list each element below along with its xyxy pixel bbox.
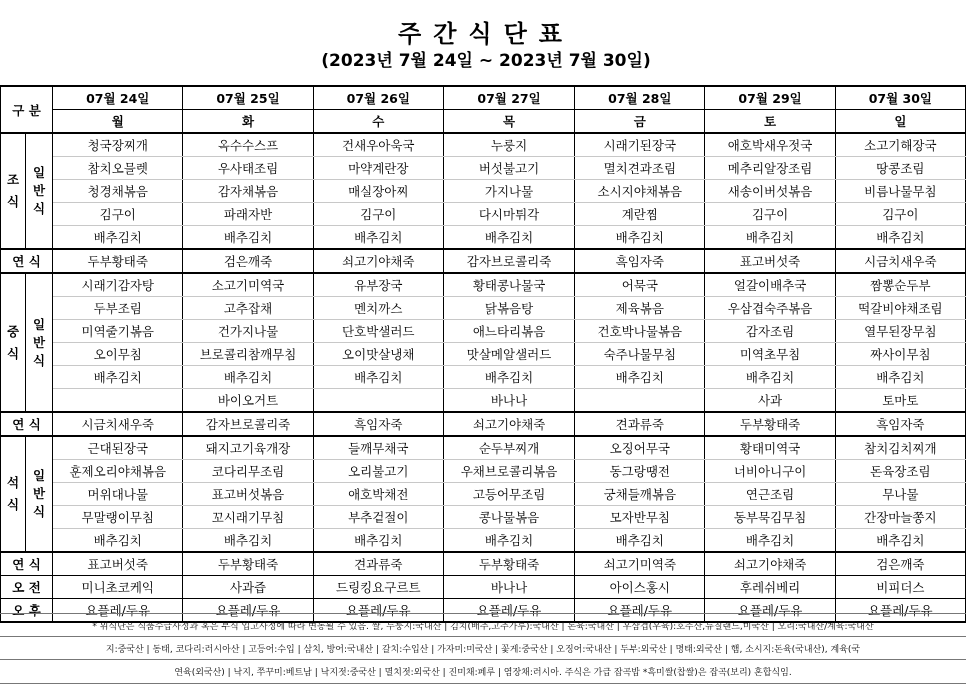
menu-item: 배추김치 — [705, 529, 835, 553]
menu-item: 코다리무조림 — [183, 460, 313, 483]
menu-item: 배추김치 — [443, 366, 574, 389]
menu-item: 배추김치 — [705, 226, 835, 250]
breakfast-meal-text: 조 식 — [6, 172, 20, 209]
menu-item: 바이오거트 — [183, 389, 313, 413]
porridge3-label: 연 식 — [1, 552, 53, 576]
menu-item: 훈제오리야채볶음 — [53, 460, 183, 483]
menu-item: 김구이 — [835, 203, 965, 226]
menu-item: 모자반무침 — [575, 506, 705, 529]
snack_pm-item: 요플레/두유 — [705, 599, 835, 623]
menu-item: 배추김치 — [183, 529, 313, 553]
menu-item: 어묵국 — [575, 273, 705, 297]
menu-item: 우채브로콜리볶음 — [443, 460, 574, 483]
menu-item: 얼갈이배추국 — [705, 273, 835, 297]
porridge1-item: 흑임자죽 — [575, 249, 705, 273]
snack_am-item: 비피더스 — [835, 576, 965, 599]
snack_pm-item: 요플레/두유 — [313, 599, 443, 623]
menu-item: 참치김치찌개 — [835, 436, 965, 460]
menu-item: 배추김치 — [183, 366, 313, 389]
header-date: 07월 27일 — [443, 86, 574, 110]
menu-item: 닭볶음탕 — [443, 297, 574, 320]
porridge1-item: 쇠고기야채죽 — [313, 249, 443, 273]
snack_am-item: 바나나 — [443, 576, 574, 599]
page-title: 주간식단표 — [398, 20, 574, 48]
menu-item: 배추김치 — [443, 226, 574, 250]
menu-item: 다시마튀각 — [443, 203, 574, 226]
weekly-menu-table — [0, 85, 966, 623]
menu-item: 연근조림 — [705, 483, 835, 506]
header-date: 07월 28일 — [575, 86, 705, 110]
porridge1-item: 두부황태죽 — [53, 249, 183, 273]
menu-item: 청경채볶음 — [53, 180, 183, 203]
porridge3-item: 표고버섯죽 — [53, 552, 183, 576]
menu-item: 제육볶음 — [575, 297, 705, 320]
menu-item: 동부묵김무침 — [705, 506, 835, 529]
snack_am-label: 오 전 — [1, 576, 53, 599]
dinner-meal-label — [1, 436, 26, 552]
menu-item: 근대된장국 — [53, 436, 183, 460]
menu-item: 들깨무채국 — [313, 436, 443, 460]
snack_pm-item: 요플레/두유 — [53, 599, 183, 623]
menu-item: 황태콩나물국 — [443, 273, 574, 297]
menu-item: 미역줄기볶음 — [53, 320, 183, 343]
menu-item: 돈육장조림 — [835, 460, 965, 483]
dinner-meal-text: 석 식 — [6, 475, 20, 512]
header-weekday: 월 — [53, 110, 183, 134]
menu-item: 숙주나물무침 — [575, 343, 705, 366]
menu-item: 떡갈비야채조림 — [835, 297, 965, 320]
porridge3-item: 두부황태죽 — [183, 552, 313, 576]
menu-item: 유부장국 — [313, 273, 443, 297]
menu-item: 토마토 — [835, 389, 965, 413]
porridge2-item: 두부황태죽 — [705, 412, 835, 436]
menu-item: 콩나물볶음 — [443, 506, 574, 529]
porridge2-item: 흑임자죽 — [313, 412, 443, 436]
menu-item: 배추김치 — [575, 226, 705, 250]
menu-item: 배추김치 — [53, 529, 183, 553]
menu-item: 시래기감자탕 — [53, 273, 183, 297]
menu-item: 애호박새우젓국 — [705, 133, 835, 157]
menu-item: 계란찜 — [575, 203, 705, 226]
menu-item: 배추김치 — [53, 226, 183, 250]
menu-item — [575, 389, 705, 413]
menu-item: 간장마늘쫑지 — [835, 506, 965, 529]
menu-item: 미역초무침 — [705, 343, 835, 366]
menu-item: 배추김치 — [835, 366, 965, 389]
menu-item: 건호박나물볶음 — [575, 320, 705, 343]
menu-item: 배추김치 — [53, 366, 183, 389]
menu-item: 김구이 — [53, 203, 183, 226]
menu-item: 오이맛살냉채 — [313, 343, 443, 366]
porridge3-item: 쇠고기야채죽 — [705, 552, 835, 576]
porridge3-item: 검은깨죽 — [835, 552, 965, 576]
menu-item: 배추김치 — [183, 226, 313, 250]
menu-item: 배추김치 — [313, 226, 443, 250]
snack_am-item: 미니초코케익 — [53, 576, 183, 599]
header-weekday: 화 — [183, 110, 313, 134]
breakfast-type-label — [26, 133, 53, 249]
menu-item: 비름나물무침 — [835, 180, 965, 203]
menu-item: 너비아니구이 — [705, 460, 835, 483]
porridge3-item: 견과류죽 — [313, 552, 443, 576]
snack_pm-item: 요플레/두유 — [443, 599, 574, 623]
menu-item: 마약계란장 — [313, 157, 443, 180]
porridge3-item: 쇠고기미역죽 — [575, 552, 705, 576]
dinner-type-text: 일 반 식 — [33, 468, 46, 519]
porridge1-item: 시금치새우죽 — [835, 249, 965, 273]
porridge2-item: 쇠고기야채죽 — [443, 412, 574, 436]
porridge2-item: 시금치새우죽 — [53, 412, 183, 436]
snack_pm-item: 요플레/두유 — [575, 599, 705, 623]
menu-item: 고추잡채 — [183, 297, 313, 320]
menu-item: 표고버섯볶음 — [183, 483, 313, 506]
snack_pm-item: 요플레/두유 — [835, 599, 965, 623]
menu-item: 바나나 — [443, 389, 574, 413]
menu-item: 오징어무국 — [575, 436, 705, 460]
porridge3-item: 두부황태죽 — [443, 552, 574, 576]
menu-item: 오리불고기 — [313, 460, 443, 483]
menu-item: 짬뽕순두부 — [835, 273, 965, 297]
menu-item: 무말랭이무침 — [53, 506, 183, 529]
snack_am-item: 드링킹요구르트 — [313, 576, 443, 599]
breakfast-type-text: 일 반 식 — [33, 165, 46, 216]
menu-item: 소고기해장국 — [835, 133, 965, 157]
menu-item: 옥수수스프 — [183, 133, 313, 157]
menu-item: 감자채볶음 — [183, 180, 313, 203]
menu-item: 매실장아찌 — [313, 180, 443, 203]
lunch-meal-text: 중 식 — [6, 323, 20, 361]
menu-item: 배추김치 — [313, 366, 443, 389]
header-date: 07월 29일 — [705, 86, 835, 110]
menu-item: 맛살메알샐러드 — [443, 343, 574, 366]
menu-item: 누룽지 — [443, 133, 574, 157]
header-date: 07월 30일 — [835, 86, 965, 110]
menu-item: 건가지나물 — [183, 320, 313, 343]
menu-item: 배추김치 — [835, 529, 965, 553]
menu-item: 배추김치 — [575, 529, 705, 553]
menu-item: 열무된장무침 — [835, 320, 965, 343]
footer-origin-line-1: * 위식단은 식품수급사정과 혹은 부식 입고사정에 따라 변동될 수 있음. 쌀, 누룽지:국내산 | 김치(배추,고추가루):국내산 | 돈육:국내산 | 우삼겹(우육):호주산,뉴질랜드,미국산 | 오리:국내산/계육:국내산 — [92, 622, 874, 632]
menu-item: 순두부찌개 — [443, 436, 574, 460]
porridge1-item: 표고버섯죽 — [705, 249, 835, 273]
menu-item: 가지나물 — [443, 180, 574, 203]
menu-item: 단호박샐러드 — [313, 320, 443, 343]
menu-item: 건새우아욱국 — [313, 133, 443, 157]
date-range: (2023년 7월 24일 ~ 2023년 7월 30일) — [321, 51, 651, 71]
menu-item: 김구이 — [313, 203, 443, 226]
footer-origin-line-2: 지:중국산 | 동태, 코다리:러시아산 | 고등어:수입 | 삼치, 방어:국내산 | 갈치:수입산 | 가자미:미국산 | 꽃게:중국산 | 오징어:국내산 | 두부:외국산 | 명태:외국산 | 햄, 소시지:돈육(국내산), 계육(국 — [105, 645, 861, 655]
header-date: 07월 26일 — [313, 86, 443, 110]
menu-item: 감자조림 — [705, 320, 835, 343]
menu-item: 궁채들깨볶음 — [575, 483, 705, 506]
menu-item: 우삼겹숙주볶음 — [705, 297, 835, 320]
menu-item: 청국장찌개 — [53, 133, 183, 157]
menu-item: 배추김치 — [313, 529, 443, 553]
menu-item: 땅콩조림 — [835, 157, 965, 180]
porridge1-item: 검은깨죽 — [183, 249, 313, 273]
menu-item: 머위대나물 — [53, 483, 183, 506]
menu-item: 꼬시래기무침 — [183, 506, 313, 529]
lunch-type-label — [26, 273, 53, 412]
menu-item — [313, 389, 443, 413]
porridge1-label: 연 식 — [1, 249, 53, 273]
menu-item: 파래자반 — [183, 203, 313, 226]
menu-item: 사과 — [705, 389, 835, 413]
menu-item: 돼지고기육개장 — [183, 436, 313, 460]
menu-item: 멘치까스 — [313, 297, 443, 320]
menu-item: 부추겉절이 — [313, 506, 443, 529]
header-weekday: 금 — [575, 110, 705, 134]
snack_pm-item: 요플레/두유 — [183, 599, 313, 623]
menu-item: 짜사이무침 — [835, 343, 965, 366]
footer-origin-line-3: 연육(외국산) | 낙지, 쭈꾸미:베트남 | 낙지젓:중국산 | 멸치젓:외국산 | 진미채:페루 | 염장채:러시아. 주식은 가급 잡곡밥 *흑미쌀(찹쌀)은 잡곡(보리) 혼합식임. — [174, 668, 792, 678]
header-weekday: 목 — [443, 110, 574, 134]
porridge2-item: 흑임자죽 — [835, 412, 965, 436]
header-weekday: 수 — [313, 110, 443, 134]
menu-item: 소시지야채볶음 — [575, 180, 705, 203]
menu-item: 배추김치 — [575, 366, 705, 389]
menu-item: 우사태조림 — [183, 157, 313, 180]
breakfast-meal-label — [1, 133, 26, 249]
menu-item: 배추김치 — [705, 366, 835, 389]
menu-item: 두부조림 — [53, 297, 183, 320]
menu-item: 무나물 — [835, 483, 965, 506]
header-weekday: 일 — [835, 110, 965, 134]
menu-item: 오이무침 — [53, 343, 183, 366]
snack_pm-label: 오 후 — [1, 599, 53, 623]
header-weekday: 토 — [705, 110, 835, 134]
porridge1-item: 감자브로콜리죽 — [443, 249, 574, 273]
menu-item: 메추리알장조림 — [705, 157, 835, 180]
porridge2-item: 감자브로콜리죽 — [183, 412, 313, 436]
header-date: 07월 24일 — [53, 86, 183, 110]
menu-item: 고등어무조림 — [443, 483, 574, 506]
snack_am-item: 사과즙 — [183, 576, 313, 599]
lunch-type-text: 일 반 식 — [33, 316, 46, 368]
menu-item: 브로콜리참깨무침 — [183, 343, 313, 366]
menu-item: 멸치견과조림 — [575, 157, 705, 180]
menu-item — [53, 389, 183, 413]
porridge2-label: 연 식 — [1, 412, 53, 436]
menu-item: 시래기된장국 — [575, 133, 705, 157]
menu-item: 동그랑땡전 — [575, 460, 705, 483]
menu-item: 배추김치 — [443, 529, 574, 553]
snack_am-item: 아이스홍시 — [575, 576, 705, 599]
menu-item: 새송이버섯볶음 — [705, 180, 835, 203]
menu-item: 버섯불고기 — [443, 157, 574, 180]
header-date: 07월 25일 — [183, 86, 313, 110]
menu-item: 배추김치 — [835, 226, 965, 250]
lunch-meal-label — [1, 273, 26, 412]
menu-item: 참치오믈렛 — [53, 157, 183, 180]
menu-item: 소고기미역국 — [183, 273, 313, 297]
snack_am-item: 후레쉬베리 — [705, 576, 835, 599]
dinner-type-label — [26, 436, 53, 552]
porridge2-item: 견과류죽 — [575, 412, 705, 436]
menu-item: 황태미역국 — [705, 436, 835, 460]
menu-item: 김구이 — [705, 203, 835, 226]
header-label: 구 분 — [1, 86, 53, 133]
menu-item: 애호박채전 — [313, 483, 443, 506]
menu-item: 애느타리볶음 — [443, 320, 574, 343]
